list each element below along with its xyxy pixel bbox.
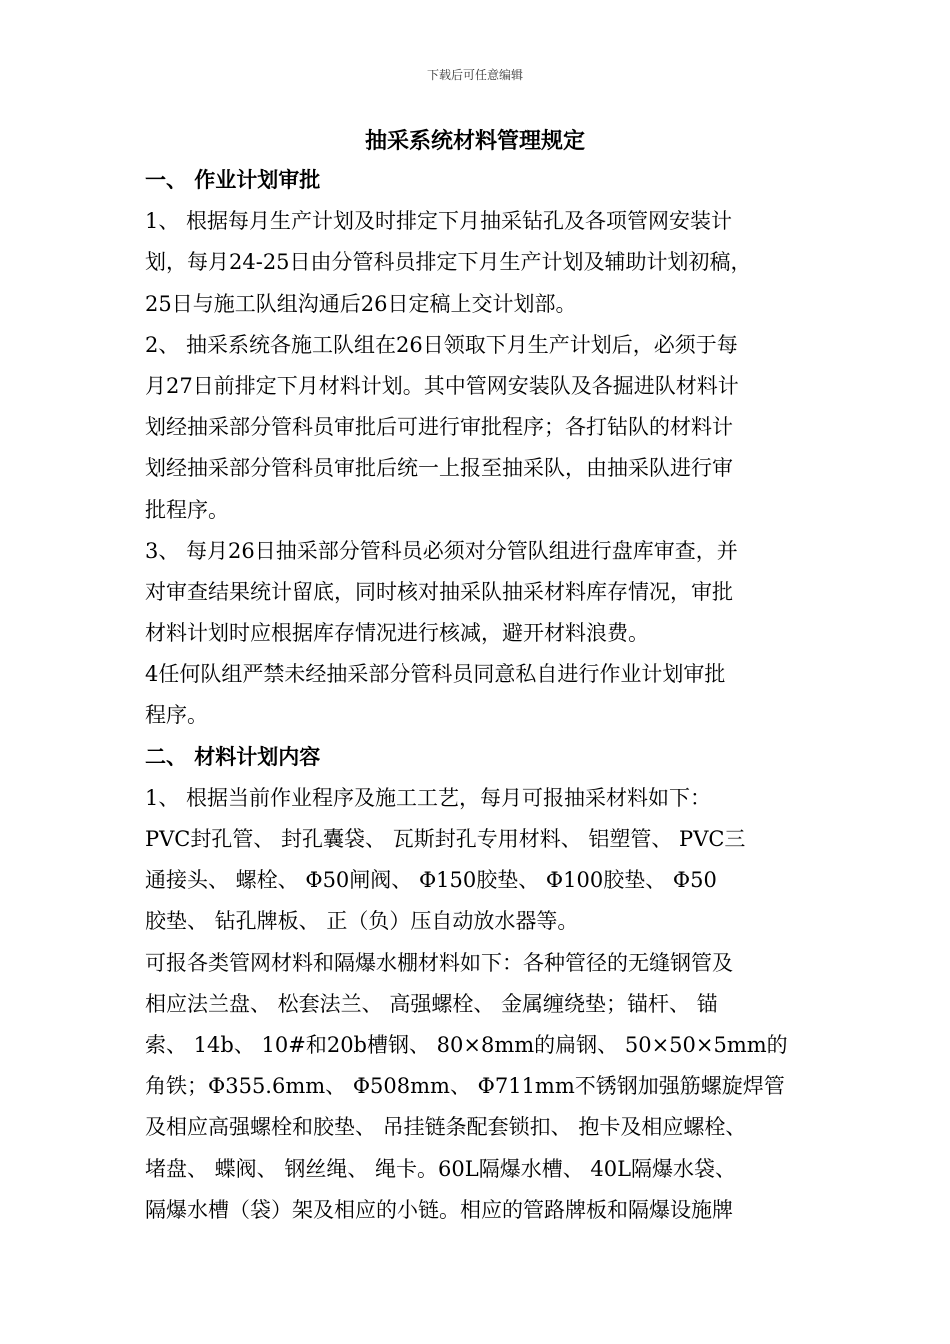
paragraph-line: 通接头、 螺栓、 Φ50闸阀、 Φ150胶垫、 Φ100胶垫、 Φ50 bbox=[145, 868, 717, 893]
paragraph-line: 胶垫、 钻孔牌板、 正（负）压自动放水器等。 bbox=[145, 909, 579, 934]
paragraph-line: 相应法兰盘、 松套法兰、 高强螺栓、 金属缠绕垫；锚杆、 锚 bbox=[145, 991, 718, 1016]
paragraph-line: 角铁；Φ355.6mm、 Φ508mm、 Φ711mm不锈钢加强筋螺旋焊管 bbox=[145, 1074, 785, 1099]
section-heading: 二、 材料计划内容 bbox=[145, 744, 321, 769]
document-title: 抽采系统材料管理规定 bbox=[364, 129, 585, 154]
paragraph-line: 材料计划时应根据库存情况进行核减，避开材料浪费。 bbox=[145, 621, 649, 646]
paragraph-line: 及相应高强螺栓和胶垫、 吊挂链条配套锁扣、 抱卡及相应螺栓、 bbox=[145, 1115, 747, 1140]
paragraph-line: 划，每月24-25日由分管科员排定下月生产计划及辅助计划初稿， bbox=[145, 250, 752, 275]
paragraph-line: 25日与施工队组沟通后26日定稿上交计划部。 bbox=[145, 291, 577, 316]
document-body bbox=[145, 160, 810, 1231]
paragraph-line: 对审查结果统计留底，同时核对抽采队抽采材料库存情况，审批 bbox=[145, 579, 733, 604]
section-heading: 一、 作业计划审批 bbox=[145, 168, 321, 192]
paragraph-line: 程序。 bbox=[145, 703, 208, 728]
paragraph-line: 1、 根据当前作业程序及施工工艺，每月可报抽采材料如下： bbox=[145, 785, 712, 810]
paragraph-line: 隔爆水槽（袋）架及相应的小链。相应的管路牌板和隔爆设施牌 bbox=[145, 1197, 733, 1222]
paragraph-line: 划经抽采部分管科员审批后统一上报至抽采队，由抽采队进行审 bbox=[145, 456, 733, 481]
paragraph-line: 索、 14b、 10#和20b槽钢、 80×8mm的扁钢、 50×50×5mm的 bbox=[145, 1032, 788, 1057]
paragraph-line: 批程序。 bbox=[145, 497, 229, 522]
paragraph-line: 3、 每月26日抽采部分管科员必须对分管队组进行盘库审查，并 bbox=[145, 538, 738, 563]
paragraph-line: 划经抽采部分管科员审批后可进行审批程序；各打钻队的材料计 bbox=[145, 415, 733, 440]
paragraph-line: 2、 抽采系统各施工队组在26日领取下月生产计划后，必须于每 bbox=[145, 332, 738, 357]
paragraph-line: 可报各类管网材料和隔爆水棚材料如下：各种管径的无缝钢管及 bbox=[145, 950, 733, 975]
paragraph-line: 4任何队组严禁未经抽采部分管科员同意私自进行作业计划审批 bbox=[145, 662, 726, 687]
paragraph-line: 1、 根据每月生产计划及时排定下月抽采钻孔及各项管网安装计 bbox=[145, 209, 733, 234]
paragraph-line: PVC封孔管、 封孔囊袋、 瓦斯封孔专用材料、 铝塑管、 PVC三 bbox=[145, 827, 746, 851]
header-note: 下载后可任意编辑 bbox=[426, 68, 523, 82]
paragraph-line: 月27日前排定下月材料计划。其中管网安装队及各掘进队材料计 bbox=[145, 373, 739, 398]
paragraph-line: 堵盘、 蝶阀、 钢丝绳、 绳卡。60L隔爆水槽、 40L隔爆水袋、 bbox=[145, 1156, 737, 1181]
